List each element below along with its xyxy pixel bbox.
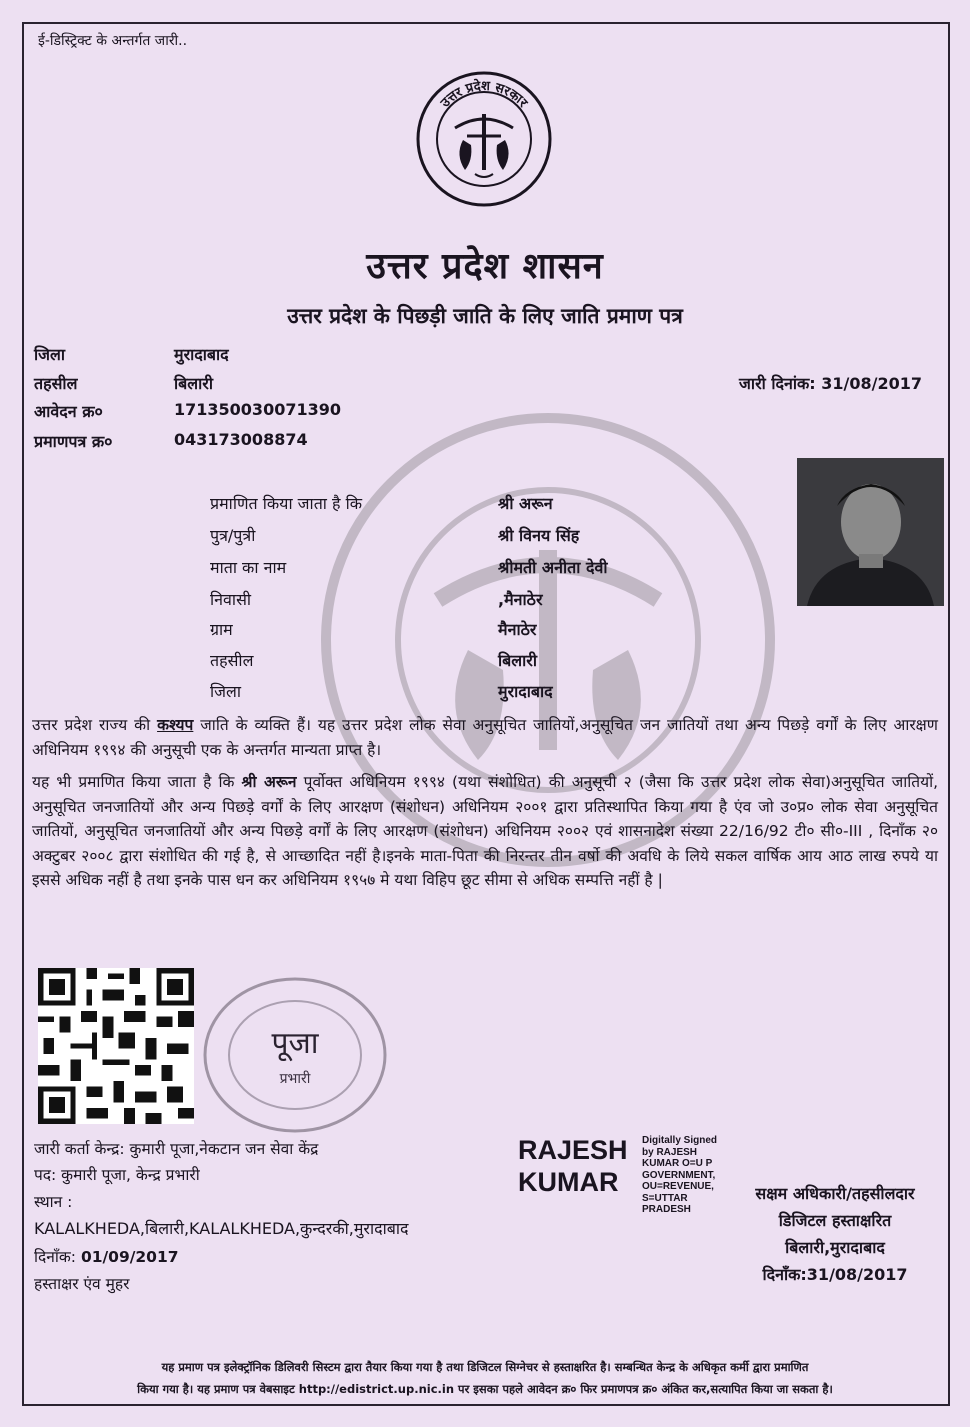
digital-signature — [518, 1134, 628, 1198]
sig-line: by RAJESH — [642, 1146, 698, 1158]
mother-label: माता का नाम — [210, 558, 287, 577]
issuer-date-label: दिनाँक: — [34, 1248, 76, 1266]
page-subtitle: उत्तर प्रदेश के पिछड़ी जाति के लिए जाति प्रमाण पत्र — [287, 304, 683, 328]
signer-last-name: KUMAR — [518, 1167, 619, 1197]
authority-designation: सक्षम अधिकारी/तहसीलदार — [755, 1184, 915, 1203]
issuing-kendra: जारी कर्ता केन्द्र: कुमारी पूजा,नेकटान जन सेवा केंद्र — [34, 1140, 319, 1158]
seal-signature: पूजा — [271, 1026, 319, 1061]
footer-note — [30, 1356, 940, 1400]
sig-line: GOVERNMENT, — [642, 1169, 716, 1181]
page-title: उत्तर प्रदेश शासन — [366, 246, 604, 287]
verification-link[interactable]: http://edistrict.up.nic.in — [298, 1382, 455, 1396]
signer-first-name: RAJESH — [518, 1135, 628, 1165]
p1-text-b: जाति के व्यक्ति हैं। यह उत्तर प्रदेश लोक सेवा अनुसूचित जातियों,अनुसूचित जन जातियों तथा अन्य पिछड़े वर्गों के लिए आरक्षण अधिनियम १९९४ की अनुसूची एक के अन्तर्गत मान्यता प्राप्त है। — [32, 716, 938, 759]
signature-label: हस्ताक्षर एंव मुहर — [34, 1275, 130, 1293]
sig-line: S=UTTAR — [642, 1192, 688, 1204]
footer-text-b: पर इसका पहले आवेदन क्र० फिर प्रमाणपत्र क्र० अंकित कर,सत्यापित किया जा सकता है। — [454, 1382, 833, 1396]
qr-code — [38, 968, 194, 1124]
certificate-no-label: प्रमाणपत्र क्र० — [34, 432, 113, 451]
resident-value: ,मैनाठेर — [498, 590, 543, 609]
person-district-value: मुरादाबाद — [498, 682, 553, 701]
seal-role: प्रभारी — [279, 1071, 311, 1087]
p1-text-a: उत्तर प्रदेश राज्य की — [32, 716, 158, 734]
tehsil-value: बिलारी — [174, 374, 213, 393]
footer-line-1: यह प्रमाण पत्र इलेक्ट्रॉनिक डिलिवरी सिस्टम द्वारा तैयार किया गया है तथा डिजिटल सिग्नेचर से हस्ताक्षरित है। सम्बन्धित केन्द्र के अधिकृत कर्मी द्वारा प्रमाणित — [161, 1360, 809, 1374]
district-label: जिला — [34, 345, 66, 364]
paragraph-caste — [32, 713, 938, 762]
issuer-post: पद: कुमारी पूजा, केन्द्र प्रभारी — [34, 1166, 200, 1184]
digital-signature-details — [642, 1135, 717, 1216]
authority-location: बिलारी,मुरादाबाद — [785, 1238, 885, 1257]
resident-label: निवासी — [210, 590, 252, 609]
certified-label: प्रमाणित किया जाता है कि — [210, 494, 363, 513]
authority-date-value: 31/08/2017 — [806, 1265, 908, 1284]
issue-date — [739, 372, 922, 394]
place-value: KALALKHEDA,बिलारी,KALALKHEDA,कुन्दरकी,मुरादाबाद — [34, 1219, 409, 1238]
issuer-date-value: 01/09/2017 — [80, 1248, 179, 1266]
authority-date-label: दिनाँक: — [762, 1265, 807, 1284]
top-note: ई-डिस्ट्रिक्ट के अन्तर्गत जारी.. — [38, 33, 188, 49]
sig-line: Digitally Signed — [642, 1135, 718, 1146]
up-govt-emblem — [415, 70, 553, 208]
person-district-label: जिला — [210, 682, 242, 701]
footer-line-2 — [30, 1378, 940, 1400]
village-label: ग्राम — [210, 620, 233, 639]
certificate-no-value: 043173008874 — [174, 430, 308, 449]
emblem-text: उत्तर प्रदेश सरकार — [438, 78, 531, 111]
authority-date — [720, 1263, 950, 1285]
district-value: मुरादाबाद — [174, 345, 229, 364]
mother-name: श्रीमती अनीता देवी — [498, 558, 608, 577]
issue-date-value: 31/08/2017 — [821, 374, 922, 393]
caste-name: कश्यप — [157, 716, 194, 734]
p2-text-b: पूर्वोक्त अधिनियम १९९४ (यथा संशोधित) की अनुसूची २ (जैसा कि उत्तर प्रदेश लोक सेवा)अनुसूचित जातियों, अनुसूचित जनजातियों और अन्य पिछड़े वर्गों के लिए आरक्षण (संशोधन) अधिनियम २००१ द्वारा प्रतिस्थापित किया गया है एंव जो उ०प्र० लोक सेवा अनुसूचित जातियों, अनुसूचित जनजातियों और अन्य पिछड़े वर्गों के लिए आरक्षण (संशोधन) अधिनियम २००२ एवं शासनादेश संख्या 22/16/92 टी० सी०-III , दिनाँक २० अक्टुबर २००८ द्वारा संशोधित की गई है, से आच्छादित नहीं है।इनके माता-पिता की निरन्तर तीन वर्षो की अवधि के लिये सकल वार्षिक आय आठ लाख रुपये या इससे अधिक नहीं है तथा इनके पास धन कर अधिनियम १९५७ मे यथा विहिप छूट सीमा से अधिक सम्पत्ति नहीं है | — [32, 773, 939, 889]
applicant-photo — [797, 458, 944, 606]
place-label: स्थान : — [34, 1193, 73, 1211]
authority-digital: डिजिटल हस्ताक्षरित — [778, 1211, 892, 1230]
footer-text-a: किया गया है। यह प्रमाण पत्र वेबसाइट — [137, 1382, 299, 1396]
application-no-value: 171350030071390 — [174, 400, 341, 419]
p2-text-a: यह भी प्रमाणित किया जाता है कि — [32, 773, 242, 791]
father-name: श्री विनय सिंह — [498, 526, 580, 545]
person-tehsil-label: तहसील — [210, 651, 254, 670]
village-value: मैनाठेर — [498, 620, 537, 639]
person-tehsil-value: बिलारी — [498, 651, 537, 670]
p2-applicant-name: श्री अरून — [241, 773, 297, 791]
paragraph-certification — [32, 770, 938, 893]
applicant-name: श्री अरून — [498, 494, 553, 513]
kendra-seal — [200, 975, 390, 1135]
son-daughter-label: पुत्र/पुत्री — [210, 526, 256, 545]
sig-line: OU=REVENUE, — [642, 1181, 714, 1192]
sig-line: KUMAR O=U P — [642, 1158, 713, 1169]
application-no-label: आवेदन क्र० — [34, 402, 103, 421]
issuer-date — [34, 1245, 179, 1267]
tehsil-label: तहसील — [34, 374, 78, 393]
issue-date-label: जारी दिनांक: — [739, 374, 816, 393]
sig-line: PRADESH — [642, 1204, 691, 1215]
